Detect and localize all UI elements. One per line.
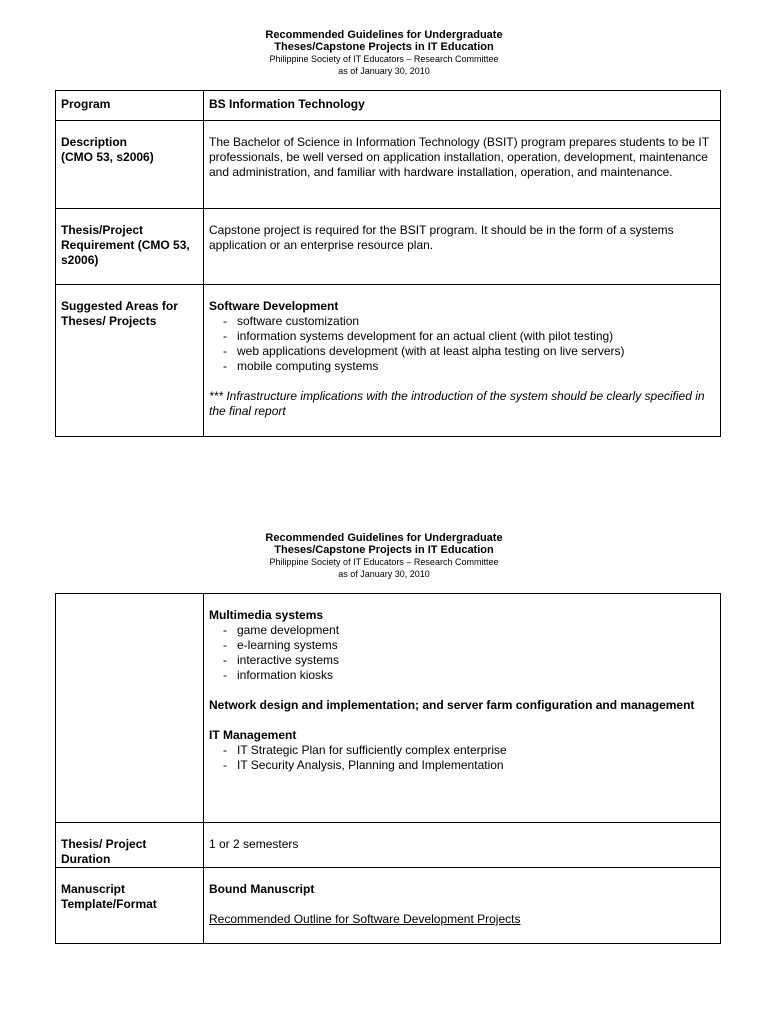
row-description xyxy=(56,121,721,209)
software-heading: Software Development xyxy=(209,299,339,313)
guidelines-table-1 xyxy=(55,90,721,437)
multimedia-heading: Multimedia systems xyxy=(209,608,324,622)
description-value: The Bachelor of Science in Information Technology (BSIT) program prepares students to be IT professionals, be well versed on application installation, operation, development, maintenance and administration, and familiar with hardware installation, operation, and maintenance. xyxy=(204,121,721,209)
page-header-2 xyxy=(0,532,768,580)
list-item: - information systems development for an actual client (with pilot testing) xyxy=(223,329,715,344)
areas-label: Suggested Areas for Theses/ Projects xyxy=(56,285,204,437)
list-item: - game development xyxy=(223,623,715,638)
guidelines-table-2 xyxy=(55,593,721,944)
list-item: - software customization xyxy=(223,314,715,329)
header-title-line1: Recommended Guidelines for Undergraduate xyxy=(265,532,503,544)
multimedia-list xyxy=(209,623,715,683)
page-header-1 xyxy=(0,29,768,77)
header-org: Philippine Society of IT Educators – Research Committee xyxy=(269,557,499,567)
list-item: - information kiosks xyxy=(223,668,715,683)
it-management-heading: IT Management xyxy=(209,728,297,742)
header-title-line2: Theses/Capstone Projects in IT Education xyxy=(274,41,494,53)
duration-label: Thesis/ Project Duration xyxy=(56,823,204,868)
network-heading: Network design and implementation; and server farm configuration and management xyxy=(209,698,695,712)
manuscript-heading: Bound Manuscript xyxy=(209,882,315,896)
list-item: - interactive systems xyxy=(223,653,715,668)
row-duration xyxy=(56,823,721,868)
program-label: Program xyxy=(56,91,204,121)
manuscript-label: Manuscript Template/Format xyxy=(56,868,204,944)
row-suggested-areas xyxy=(56,285,721,437)
list-item: - IT Security Analysis, Planning and Implementation xyxy=(223,758,715,773)
header-title-line2: Theses/Capstone Projects in IT Education xyxy=(274,544,494,556)
header-date: as of January 30, 2010 xyxy=(338,569,430,579)
software-list xyxy=(209,314,715,374)
requirement-label: Thesis/Project Requirement (CMO 53, s2006) xyxy=(56,209,204,285)
row-areas-continued xyxy=(56,594,721,823)
row-manuscript xyxy=(56,868,721,944)
areas-continued-value xyxy=(204,594,721,823)
list-item: - mobile computing systems xyxy=(223,359,715,374)
row-program xyxy=(56,91,721,121)
list-item: - web applications development (with at least alpha testing on live servers) xyxy=(223,344,715,359)
it-management-list xyxy=(209,743,715,773)
header-date: as of January 30, 2010 xyxy=(338,66,430,76)
description-label: Description (CMO 53, s2006) xyxy=(56,121,204,209)
requirement-value: Capstone project is required for the BSIT program. It should be in the form of a systems application or an enterprise resource plan. xyxy=(204,209,721,285)
header-title-line1: Recommended Guidelines for Undergraduate xyxy=(265,29,503,41)
manuscript-value xyxy=(204,868,721,944)
duration-value: 1 or 2 semesters xyxy=(204,823,721,868)
infra-note: *** Infrastructure implications with the introduction of the system should be clearly specified in the final report xyxy=(209,389,705,418)
header-org: Philippine Society of IT Educators – Research Committee xyxy=(269,54,499,64)
list-item: - e-learning systems xyxy=(223,638,715,653)
program-value: BS Information Technology xyxy=(204,91,721,121)
list-item: - IT Strategic Plan for sufficiently complex enterprise xyxy=(223,743,715,758)
areas-value xyxy=(204,285,721,437)
outline-link[interactable]: Recommended Outline for Software Development Projects xyxy=(209,912,521,926)
areas-continued-label xyxy=(56,594,204,823)
row-requirement xyxy=(56,209,721,285)
